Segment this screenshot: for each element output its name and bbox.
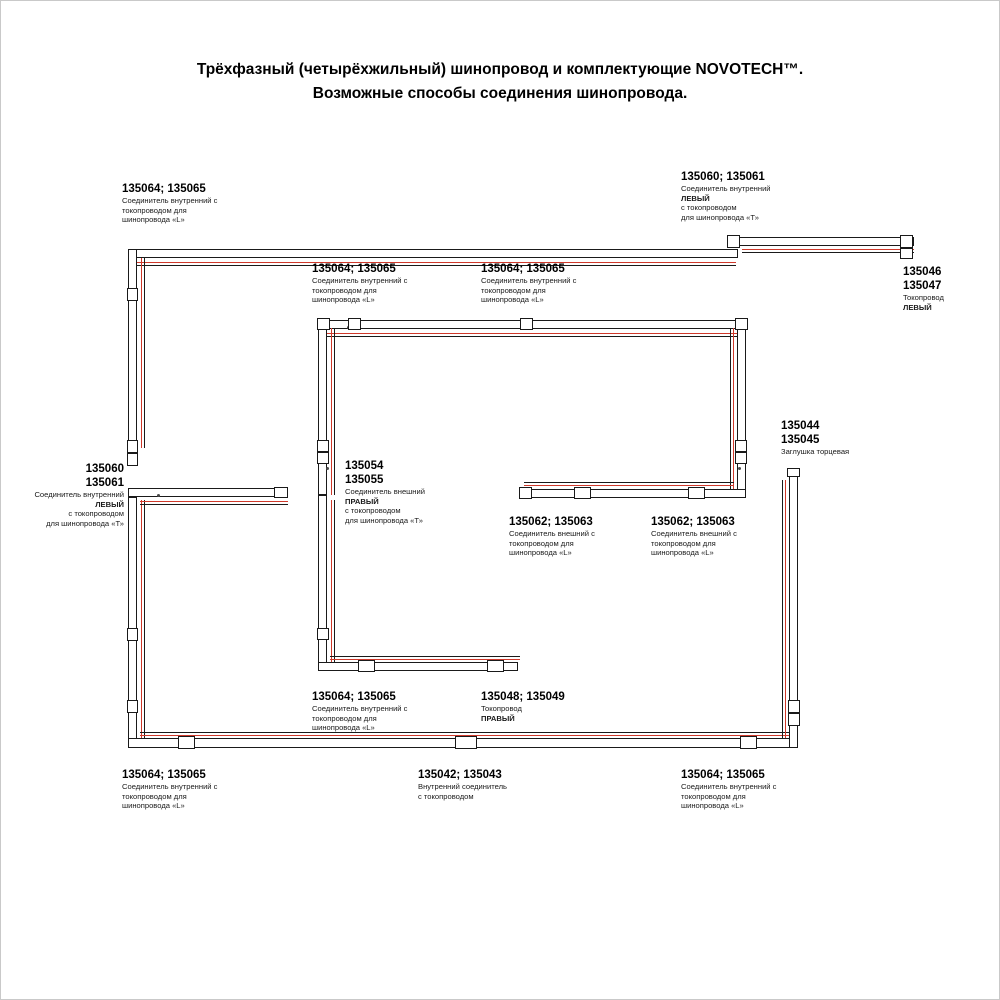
label-outer-L-1	[509, 515, 595, 558]
label-code: 135062; 135063	[509, 516, 593, 528]
label-desc-line: Соединитель внутренний с	[681, 782, 777, 791]
rail-top-right-stub	[738, 237, 914, 246]
connector-mid-left-junction[interactable]	[274, 487, 288, 498]
label-desc-line: для шинопровода «Т»	[46, 518, 124, 528]
label-mid-right-inner-L	[481, 262, 576, 305]
connector-left-outer-mid-3[interactable]	[127, 453, 138, 466]
label-desc-line: Соединитель внутренний с	[312, 276, 408, 285]
connector-inner-top-left[interactable]	[317, 318, 330, 330]
connector-inner-right-mid-2[interactable]	[735, 452, 747, 464]
label-desc-line: с токопроводом	[68, 509, 124, 519]
wire-center-left-vertical	[331, 500, 332, 668]
label-code: 135044	[781, 420, 820, 432]
rail-line-inner-bottom	[524, 482, 734, 483]
rail-line-left-outer-upper	[144, 258, 145, 448]
wire-top-outer	[132, 262, 736, 263]
label-outer-L-2	[651, 515, 737, 558]
label-code: 135061	[85, 477, 124, 489]
rail-line-top-right-stub	[742, 252, 914, 253]
rail-inner-bottom	[520, 489, 746, 498]
label-code: 135060; 135061	[681, 171, 765, 183]
label-desc-line: Соединитель внутренний с	[122, 782, 218, 791]
connector-right-cap[interactable]	[787, 468, 800, 477]
label-bottom-right-inner-L	[681, 768, 776, 811]
connector-right-lower-b[interactable]	[788, 713, 800, 726]
label-desc-line: для шинопровода «Т»	[681, 212, 759, 222]
connector-left-outer-low-2[interactable]	[127, 700, 138, 713]
junction-dot-inner-right	[738, 467, 741, 470]
rail-line-right-outer-lower	[782, 480, 783, 738]
label-desc-line: Соединитель внутренний с	[481, 276, 577, 285]
label-code: 135064; 135065	[312, 263, 396, 275]
label-desc-line: токопроводом для	[481, 285, 546, 295]
rail-line-inner-top	[322, 336, 742, 337]
label-outer-right-T	[345, 459, 425, 525]
connector-right-edge-top[interactable]	[900, 235, 913, 248]
connector-inner-bottom-right-outer[interactable]	[688, 487, 705, 499]
label-desc-line: ЛЕВЫЙ	[95, 499, 124, 509]
label-desc-line: токопроводом для	[509, 538, 574, 548]
title-line-2: Возможные способы соединения шинопровода.	[312, 85, 688, 102]
label-code: 135045	[781, 434, 820, 446]
label-desc-line: ЛЕВЫЙ	[903, 302, 932, 312]
connector-center-bottom-a[interactable]	[358, 660, 375, 672]
label-desc-line: Соединитель внешний с	[509, 529, 595, 538]
wire-inner-top	[322, 333, 742, 334]
label-desc-line: Токопровод	[903, 293, 944, 302]
label-code: 135062; 135063	[651, 516, 735, 528]
wire-top-right-stub	[742, 249, 914, 250]
title-line-1: Трёхфазный (четырёхжильный) шинопровод и комплектующие NOVOTECH™.	[196, 61, 804, 78]
label-desc-line: с токопроводом	[345, 506, 401, 516]
label-code: 135064; 135065	[122, 183, 206, 195]
label-bottom-mid-inner-connector	[418, 768, 507, 801]
rail-left-outer-upper	[128, 249, 137, 449]
connector-inner-top-seg-a[interactable]	[348, 318, 361, 330]
connector-left-outer-low[interactable]	[127, 628, 138, 641]
rail-line-bottom-outer	[140, 732, 790, 733]
label-desc-line: Соединитель внешний	[345, 487, 425, 496]
label-desc-line: шинопровода «L»	[509, 548, 572, 558]
junction-dot-inner-left	[326, 467, 329, 470]
label-left-inner-left-T	[2, 462, 124, 528]
connector-left-outer-mid-2[interactable]	[127, 440, 138, 453]
label-desc-line: Внутренний соединитель	[418, 782, 507, 791]
label-desc-line: токопроводом для	[312, 285, 377, 295]
label-desc-line: ПРАВЫЙ	[345, 496, 379, 506]
rail-line-top-outer	[132, 265, 736, 266]
wire-inner-left	[331, 328, 332, 495]
connector-right-edge-top-2[interactable]	[900, 248, 913, 259]
rail-line-center-left-vertical	[334, 500, 335, 668]
label-desc-line: Соединитель внутренний	[34, 490, 124, 499]
label-desc-line: токопроводом для	[122, 791, 187, 801]
rail-line-center-bottom	[330, 656, 520, 657]
connector-bottom-right[interactable]	[740, 736, 757, 749]
label-desc-line: Соединитель внутренний с	[312, 704, 408, 713]
wire-inner-bottom	[524, 485, 734, 486]
label-code: 135048; 135049	[481, 691, 565, 703]
label-code: 135064; 135065	[122, 769, 206, 781]
label-code: 135042; 135043	[418, 769, 502, 781]
label-inner-bottom-L	[312, 690, 407, 733]
label-top-right-inner-left-T	[681, 170, 771, 222]
rail-mid-left	[128, 488, 288, 497]
wire-left-outer-lower	[141, 500, 142, 740]
connector-center-left-vert[interactable]	[317, 628, 329, 640]
connector-center-bottom-b[interactable]	[487, 660, 504, 672]
connector-bottom-mid[interactable]	[455, 736, 477, 749]
connector-bottom-left[interactable]	[178, 736, 195, 749]
label-desc-line: токопроводом для	[312, 713, 377, 723]
connector-top-right-corner[interactable]	[727, 235, 740, 248]
connector-left-outer-mid[interactable]	[127, 288, 138, 301]
label-mid-left-inner-L	[312, 262, 407, 305]
label-desc-line: шинопровода «L»	[312, 723, 375, 733]
rail-line-left-outer-lower	[144, 500, 145, 740]
rail-center-left-vertical	[318, 495, 327, 670]
wire-right-outer-lower	[785, 480, 786, 738]
connector-inner-right-mid[interactable]	[735, 440, 747, 452]
label-desc-line: шинопровода «L»	[122, 215, 185, 225]
label-desc-line: Заглушка торцевая	[781, 447, 850, 456]
wire-inner-right	[733, 328, 734, 495]
connector-inner-top-seg-b[interactable]	[520, 318, 533, 330]
label-code: 135046	[903, 266, 942, 278]
label-desc-line: с токопроводом	[418, 791, 474, 801]
rail-line-inner-right	[730, 328, 731, 495]
label-desc-line: шинопровода «L»	[312, 295, 375, 305]
connector-right-lower-a[interactable]	[788, 700, 800, 713]
connector-inner-left-mid[interactable]	[317, 440, 329, 452]
label-desc-line: токопроводом для	[122, 205, 187, 215]
label-desc-line: токопроводом для	[651, 538, 716, 548]
label-code: 135064; 135065	[312, 691, 396, 703]
label-desc-line: с токопроводом	[681, 203, 737, 213]
wire-left-outer-upper	[141, 258, 142, 448]
label-code: 135047	[903, 280, 942, 292]
label-code: 135060	[85, 463, 124, 475]
rail-line-mid-left	[140, 504, 288, 505]
label-track-right	[481, 690, 565, 723]
label-desc-line: шинопровода «L»	[681, 801, 744, 811]
connector-inner-left-mid-2[interactable]	[317, 452, 329, 464]
rail-top-outer	[128, 249, 738, 258]
connector-inner-bottom-left-outer[interactable]	[574, 487, 591, 499]
label-code: 135054	[345, 460, 384, 472]
label-desc-line: Соединитель внутренний	[681, 184, 771, 193]
label-code: 135064; 135065	[681, 769, 765, 781]
label-right-track-left	[903, 265, 944, 312]
label-desc-line: токопроводом для	[681, 791, 746, 801]
label-desc-line: ПРАВЫЙ	[481, 713, 515, 723]
connector-inner-bottom-left[interactable]	[519, 487, 532, 499]
label-desc-line: ЛЕВЫЙ	[681, 193, 710, 203]
label-code: 135055	[345, 474, 384, 486]
label-desc-line: шинопровода «L»	[481, 295, 544, 305]
wire-mid-left	[140, 501, 288, 502]
label-desc-line: для шинопровода «Т»	[345, 515, 423, 525]
label-top-left-inner-L	[122, 182, 217, 225]
rail-line-inner-left	[334, 328, 335, 495]
connector-inner-top-right[interactable]	[735, 318, 748, 330]
label-code: 135064; 135065	[481, 263, 565, 275]
label-desc-line: Соединитель внутренний с	[122, 196, 218, 205]
label-bottom-left-inner-L	[122, 768, 217, 811]
label-desc-line: Соединитель внешний с	[651, 529, 737, 538]
junction-dot-mid-left	[157, 494, 160, 497]
label-desc-line: Токопровод	[481, 704, 522, 713]
label-desc-line: шинопровода «L»	[651, 548, 714, 558]
label-end-cap	[781, 419, 849, 457]
label-desc-line: шинопровода «L»	[122, 801, 185, 811]
